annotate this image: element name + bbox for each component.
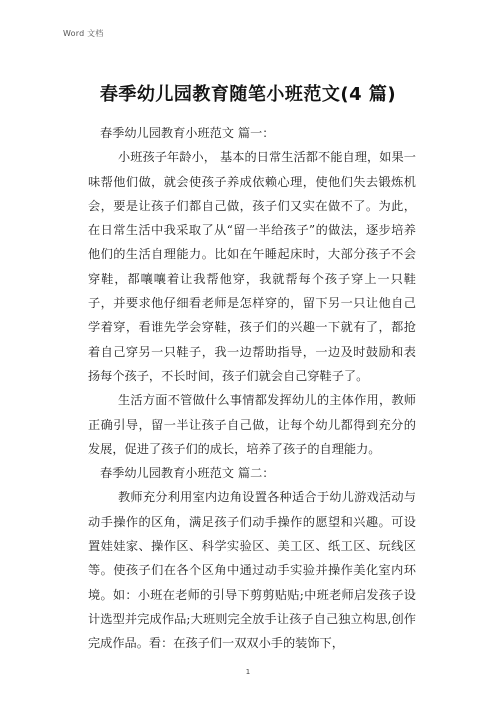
section-heading-2: 春季幼儿园教育小班范文 篇二： — [100, 466, 275, 481]
page-number: 1 — [245, 668, 251, 676]
header-label: Word 文档 — [63, 29, 104, 38]
document-body — [88, 121, 416, 656]
paragraph-3: 教师充分利用室内边角设置各种适合于幼儿游戏活动与动手操作的区角，满足孩子们动手操作的愿望和兴趣。可设置娃娃家、操作区、科学实验区、美工区、纸工区、玩线区等。使孩子们在各个区角中通过动手实验并操作美化室内环境。如：小班在老师的引导下剪剪贴贴;中班老师启发孩子设计选型并完成作品;大班则完全放手让孩子自己独立构思,创作完成作品。看：在孩子们一双双小手的装饰下， — [88, 490, 416, 651]
paragraph-2: 生活方面不管做什么事情都发挥幼儿的主体作用，教师正确引导，留一半让孩子自己做，让每个幼儿都得到充分的发展，促进了孩子们的成长，培养了孩子的自理能力。 — [88, 393, 416, 456]
document-title: 春季幼儿园教育随笔小班范文(4 篇) — [99, 84, 397, 105]
paragraph-1: 小班孩子年龄小， 基本的日常生活都不能自理，如果一味帮他们做，就会使孩子养成依赖心理，使他们失去锻炼机会，要是让孩子们都自己做，孩子们又实在做不了。为此，在日常生活中我采取了从“留一半给孩子”的做法，逐步培养他们的生活自理能力。比如在午睡起床时，大部分孩子不会穿鞋，都嚷嚷着让我帮他穿，我就帮每个孩子穿上一只鞋子，并要求他仔细看老师是怎样穿的，留下另一只让他自己学着穿，看谁先学会穿鞋，孩子们的兴趣一下就有了，都抢着自己穿另一只鞋子，我一边帮助指导，一边及时鼓励和表扬每个孩子，不长时间，孩子们就会自己穿鞋子了。 — [88, 150, 416, 383]
section-heading-1: 春季幼儿园教育小班范文 篇一： — [100, 126, 275, 140]
